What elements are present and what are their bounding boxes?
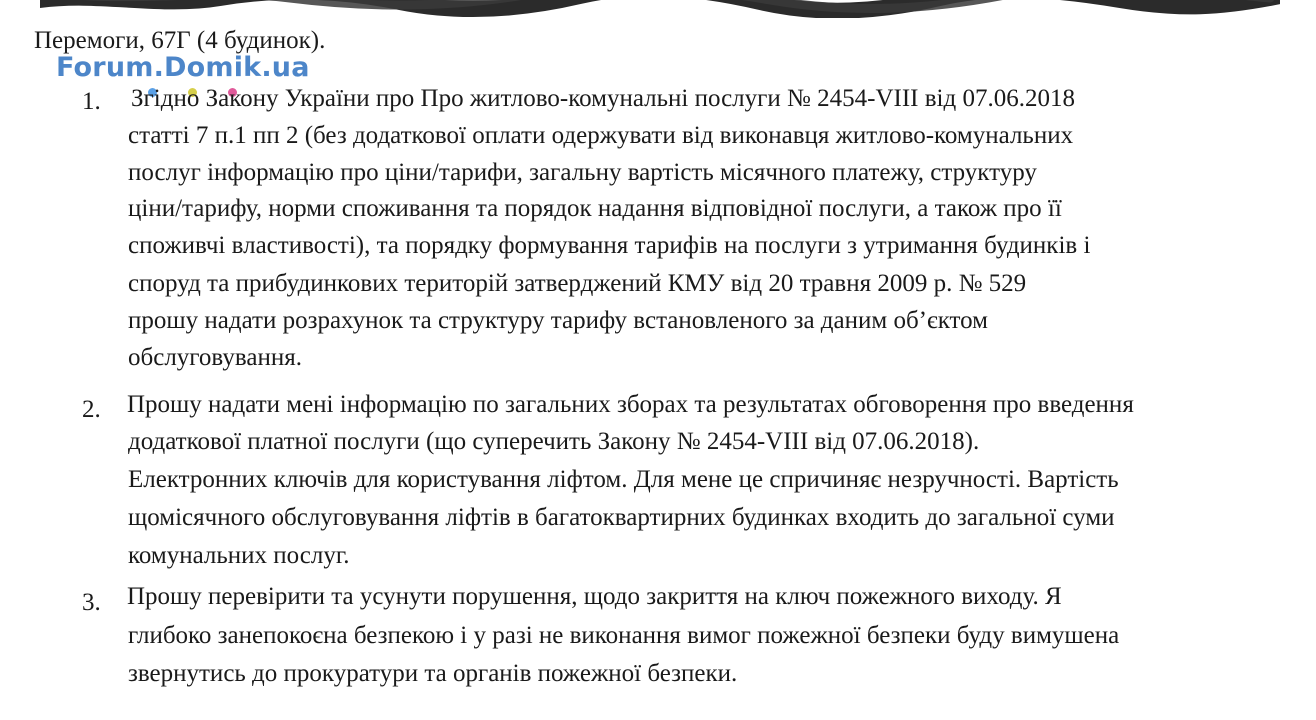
paragraph-line: Електронних ключів для користування ліфтом. Для мене це спричиняє незручності. Вартість: [128, 466, 1119, 493]
paragraph-line: статті 7 п.1 пп 2 (без додаткової оплати одержувати від виконавця житлово-комунальних: [128, 122, 1074, 149]
paragraph-line: додаткової платної послуги (що суперечить Закону № 2454-VIII від 07.06.2018).: [128, 428, 980, 455]
redaction-scribble: [40, 0, 1280, 18]
paragraph-line: прошу надати розрахунок та структуру тарифу встановленого за даним об’єктом: [128, 307, 988, 334]
intro-line: Перемоги, 67Г (4 будинок).: [34, 27, 326, 54]
paragraph-line: звернутись до прокуратури та органів пожежної безпеки.: [128, 660, 738, 687]
list-number: 2.: [82, 396, 101, 423]
paragraph-line: ціни/тарифу, норми споживання та порядок надання відповідної послуги, а також про її: [128, 195, 1062, 222]
paragraph-line: комунальних послуг.: [128, 542, 350, 569]
paragraph-line: щомісячного обслуговування ліфтів в багатоквартирних будинках входить до загальної суми: [128, 504, 1115, 531]
paragraph-line: Згідно Закону України про Про житлово-комунальні послуги № 2454-VIII від 07.06.2018: [131, 85, 1075, 112]
paragraph-line: глибоко занепокоєна безпекою і у разі не виконання вимог пожежної безпеки буду вимушена: [128, 622, 1120, 649]
paragraph-line: Прошу надати мені інформацію по загальних зборах та результатах обговорення про введення: [127, 391, 1134, 418]
paragraph-line: послуг інформацію про ціни/тарифи, загальну вартість місячного платежу, структуру: [128, 159, 1037, 186]
paragraph-line: споживчі властивості), та порядку формування тарифів на послуги з утримання будинків і: [128, 232, 1091, 259]
paragraph-line: Прошу перевірити та усунути порушення, щодо закриття на ключ пожежного виходу. Я: [127, 583, 1062, 610]
list-number: 1.: [82, 88, 101, 115]
paragraph-line: споруд та прибудинкових територій затверджений КМУ від 20 травня 2009 р. № 529: [128, 270, 1027, 297]
watermark-logo: Forum.Domik.ua: [56, 52, 310, 83]
paragraph-line: обслуговування.: [128, 344, 302, 371]
list-number: 3.: [82, 589, 101, 616]
